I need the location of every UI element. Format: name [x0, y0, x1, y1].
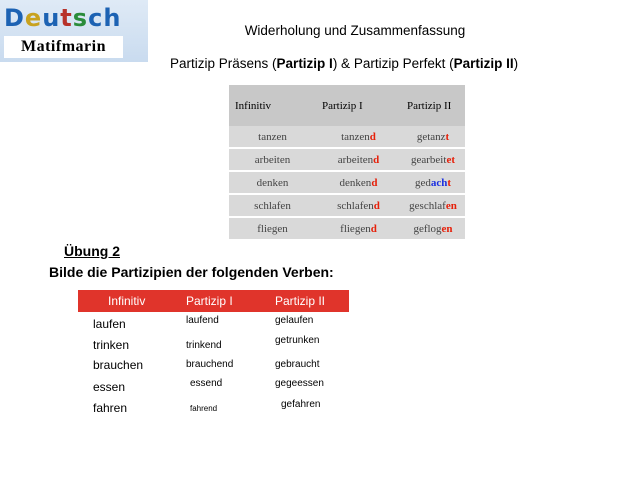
stem: arbeiten [337, 153, 374, 166]
table-cell: arbeiten [229, 148, 316, 171]
column-header: Infinitiv [108, 294, 146, 308]
stem: ged [414, 176, 431, 189]
logo-letter: u [42, 4, 61, 32]
exercise-partizip-1: essend [190, 378, 223, 389]
exercise-partizip-2: getrunken [275, 335, 320, 346]
stem: schlafen [337, 199, 374, 212]
ending: t [445, 130, 450, 143]
table-cell [401, 148, 465, 171]
exercise-partizip-1: brauchend [186, 359, 234, 370]
table-cell [316, 126, 401, 148]
ending: d [370, 222, 377, 235]
stem: geschlaf [409, 199, 446, 212]
reference-table [229, 85, 465, 241]
ending: t [447, 176, 452, 189]
page-subtitle [170, 56, 518, 71]
table-header-row [229, 85, 465, 126]
exercise-partizip-2: gefahren [281, 399, 321, 410]
exercise-partizip-2: gebraucht [275, 359, 320, 370]
exercise-heading: Übung 2 [64, 243, 120, 259]
exercise-verb: trinken [93, 338, 130, 352]
ending: en [441, 222, 453, 235]
stem: getanz [416, 130, 446, 143]
exercise-verb: brauchen [93, 358, 144, 372]
ending: d [373, 199, 380, 212]
ending: en [445, 199, 457, 212]
exercise-verb: essen [93, 380, 126, 394]
table-cell: denken [229, 171, 316, 194]
stem: gearbeit [411, 153, 447, 166]
logo-letter: s [72, 4, 89, 32]
table-cell: tanzen [229, 126, 316, 148]
table-cell [401, 194, 465, 217]
column-header: Partizip II [275, 294, 326, 308]
exercise-instruction: Bilde die Partizipien der folgenden Verben: [49, 264, 334, 280]
table-cell: fliegen [229, 217, 316, 240]
logo-letter: h [103, 4, 122, 32]
table-cell [401, 217, 465, 240]
subtitle-bold: Partizip I [276, 56, 333, 71]
subtitle-text: Partizip Präsens ( [170, 56, 277, 71]
ending: d [369, 130, 376, 143]
exercise-partizip-1: trinkend [186, 340, 222, 351]
exercise-partizip-2: gegeessen [275, 378, 324, 389]
column-header: Partizip II [401, 85, 465, 126]
table-row [229, 171, 465, 194]
column-header: Partizip I [186, 294, 233, 308]
stem: tanzen [341, 130, 370, 143]
ending: d [371, 176, 378, 189]
table-cell: schlafen [229, 194, 316, 217]
exercise-partizip-2: gelaufen [275, 315, 314, 326]
exercise-verb: laufen [93, 317, 126, 331]
column-header: Infinitiv [229, 85, 316, 126]
table-cell [316, 171, 401, 194]
table-cell [316, 217, 401, 240]
logo-subtitle: Matifmarin [4, 36, 123, 58]
logo-letter: t [60, 4, 73, 32]
stem: geflog [413, 222, 442, 235]
table-cell [401, 171, 465, 194]
stem: denken [339, 176, 372, 189]
table-row [229, 126, 465, 148]
stem: fliegen [340, 222, 371, 235]
table-row [229, 217, 465, 240]
column-header: Partizip I [316, 85, 401, 126]
table-row [229, 194, 465, 217]
ending: d [373, 153, 380, 166]
ending: et [446, 153, 455, 166]
subtitle-text: ) [513, 56, 519, 71]
logo-letter: e [24, 4, 43, 32]
logo-letter: c [88, 4, 104, 32]
exercise-verb: fahren [93, 401, 128, 415]
subtitle-text: ) & Partizip Perfekt ( [332, 56, 454, 71]
exercise-partizip-1: fahrend [190, 404, 218, 413]
logo-letter: D [4, 4, 25, 32]
subtitle-bold: Partizip II [453, 56, 514, 71]
table-row [229, 148, 465, 171]
vowel-change: ach [430, 176, 448, 189]
table-cell [316, 148, 401, 171]
table-cell [401, 126, 465, 148]
table-cell [316, 194, 401, 217]
exercise-partizip-1: laufend [186, 315, 219, 326]
page-title: Widerholung und Zusammenfassung [244, 23, 466, 38]
exercise-header-row [78, 290, 349, 312]
